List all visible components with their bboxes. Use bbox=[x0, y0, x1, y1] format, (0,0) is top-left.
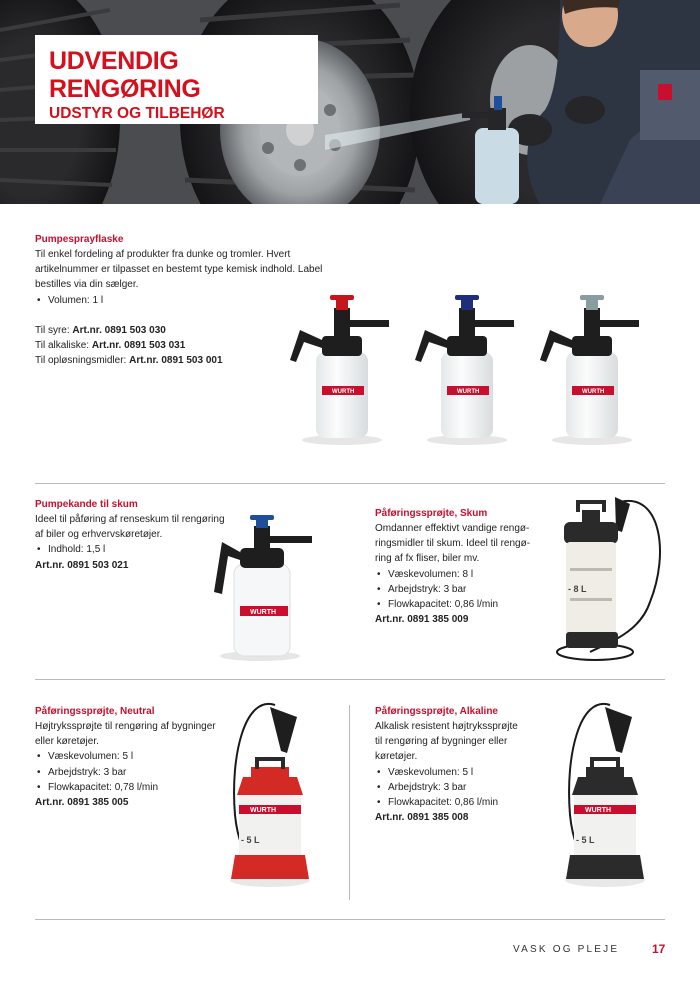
hero-banner bbox=[0, 0, 700, 204]
description-line: Alkalisk resistent højtrykssprøjte bbox=[375, 721, 518, 732]
spec-item: • Væskevolumen: 8 l bbox=[375, 567, 560, 582]
description-line: bestilles via din sælger. bbox=[35, 279, 139, 291]
foam-pump-jug-image bbox=[210, 512, 320, 662]
hero-title-box bbox=[35, 35, 318, 124]
description-line: ringsmidler til skum. Ideel til rengø- bbox=[375, 538, 531, 550]
spec-list bbox=[375, 567, 560, 613]
section-divider bbox=[35, 483, 665, 484]
product-title: Påføringssprøjte, Alkaline bbox=[375, 706, 498, 717]
product-title: Påføringssprøjte, Neutral bbox=[35, 706, 155, 717]
tank-volume-label: - 8 L bbox=[568, 584, 587, 594]
alkaline-sprayer-5l-image bbox=[560, 695, 660, 895]
brand-logo: WURTH bbox=[332, 389, 355, 395]
tank-volume-label: - 5 L bbox=[576, 835, 595, 845]
spec-item: • Arbejdstryk: 3 bar bbox=[35, 765, 245, 780]
description-line: Til enkel fordeling af produkter fra dunke og tromler. Hvert bbox=[35, 249, 291, 260]
description-line: Omdanner effektivt vandige rengø- bbox=[375, 523, 530, 534]
variant-label: Til alkaliske: bbox=[35, 340, 92, 352]
description-line: artikelnummer er tilpasset en bestemt type kemisk indhold. Label bbox=[35, 264, 323, 276]
article-number: Art.nr. 0891 385 008 bbox=[375, 812, 469, 824]
product-title: Pumpesprayflaske bbox=[35, 234, 124, 245]
description-line: Højtrykssprøjte til rengøring af bygninger bbox=[35, 721, 216, 732]
article-number: Art.nr. 0891 385 005 bbox=[35, 797, 129, 809]
product-title: Påføringssprøjte, Skum bbox=[375, 508, 488, 519]
footer-section-label: VASK OG PLEJE bbox=[513, 944, 620, 955]
section-divider bbox=[35, 679, 665, 680]
neutral-sprayer-5l-image bbox=[225, 695, 325, 895]
spec-list bbox=[375, 765, 575, 811]
foam-sprayer-8l-image bbox=[550, 492, 670, 667]
brand-logo: WURTH bbox=[582, 389, 605, 395]
footer-divider bbox=[35, 919, 665, 920]
spec-item: • Arbejdstryk: 3 bar bbox=[375, 780, 575, 795]
description-line: Ideel til påføring af renseskum til rengøring bbox=[35, 514, 225, 525]
spec-item: • Flowkapacitet: 0,86 l/min bbox=[375, 795, 575, 810]
article-number: Art.nr. 0891 503 030 bbox=[72, 324, 166, 336]
article-number: Art.nr. 0891 385 009 bbox=[375, 614, 469, 626]
spray-bottle-red bbox=[290, 295, 389, 445]
spec-list bbox=[35, 749, 245, 795]
spray-bottle-grey bbox=[540, 295, 639, 445]
product-alkaline-sprayer bbox=[375, 704, 575, 825]
variant-label: Til syre: bbox=[35, 324, 73, 336]
article-number: Art.nr. 0891 503 031 bbox=[91, 340, 186, 352]
description-line: eller køretøjer. bbox=[35, 736, 99, 748]
description-line: ring af fx fliser, biler mv. bbox=[375, 553, 480, 565]
brand-logo: WURTH bbox=[250, 609, 277, 616]
description-line: af biler og erhvervskøretøjer. bbox=[35, 529, 163, 541]
spec-item: • Indhold: 1,5 l bbox=[35, 542, 255, 557]
description-line: til rengøring af bygninger eller bbox=[375, 736, 508, 748]
spec-item: • Væskevolumen: 5 l bbox=[375, 765, 575, 780]
spec-item: • Væskevolumen: 5 l bbox=[35, 749, 245, 764]
spec-item: • Flowkapacitet: 0,86 l/min bbox=[375, 597, 560, 612]
pump-spray-bottles-image bbox=[282, 290, 657, 450]
page-subtitle: UDSTYR OG TILBEHØR bbox=[49, 105, 225, 122]
spec-item: • Arbejdstryk: 3 bar bbox=[375, 582, 560, 597]
page-title: UDVENDIG RENGØRING bbox=[49, 47, 201, 103]
article-number: Art.nr. 0891 503 001 bbox=[129, 355, 223, 367]
page-number: 17 bbox=[652, 942, 666, 956]
brand-logo: WURTH bbox=[250, 807, 277, 814]
tank-volume-label: - 5 L bbox=[241, 835, 260, 845]
spec-item: • Volumen: 1 l bbox=[35, 293, 335, 308]
product-description bbox=[35, 247, 335, 293]
description-line: køretøjer. bbox=[375, 751, 418, 763]
product-title: Pumpekande til skum bbox=[35, 499, 138, 510]
spray-bottle-blue bbox=[415, 295, 514, 445]
article-number: Art.nr. 0891 503 021 bbox=[35, 559, 129, 571]
column-divider bbox=[349, 705, 350, 900]
product-skum-sprayer bbox=[375, 506, 560, 627]
spec-item: • Flowkapacitet: 0,78 l/min bbox=[35, 780, 245, 795]
brand-logo: WURTH bbox=[585, 807, 612, 814]
variant-label: Til opløsningsmidler: bbox=[35, 355, 130, 367]
product-neutral-sprayer bbox=[35, 704, 245, 810]
brand-logo: WURTH bbox=[457, 389, 480, 395]
